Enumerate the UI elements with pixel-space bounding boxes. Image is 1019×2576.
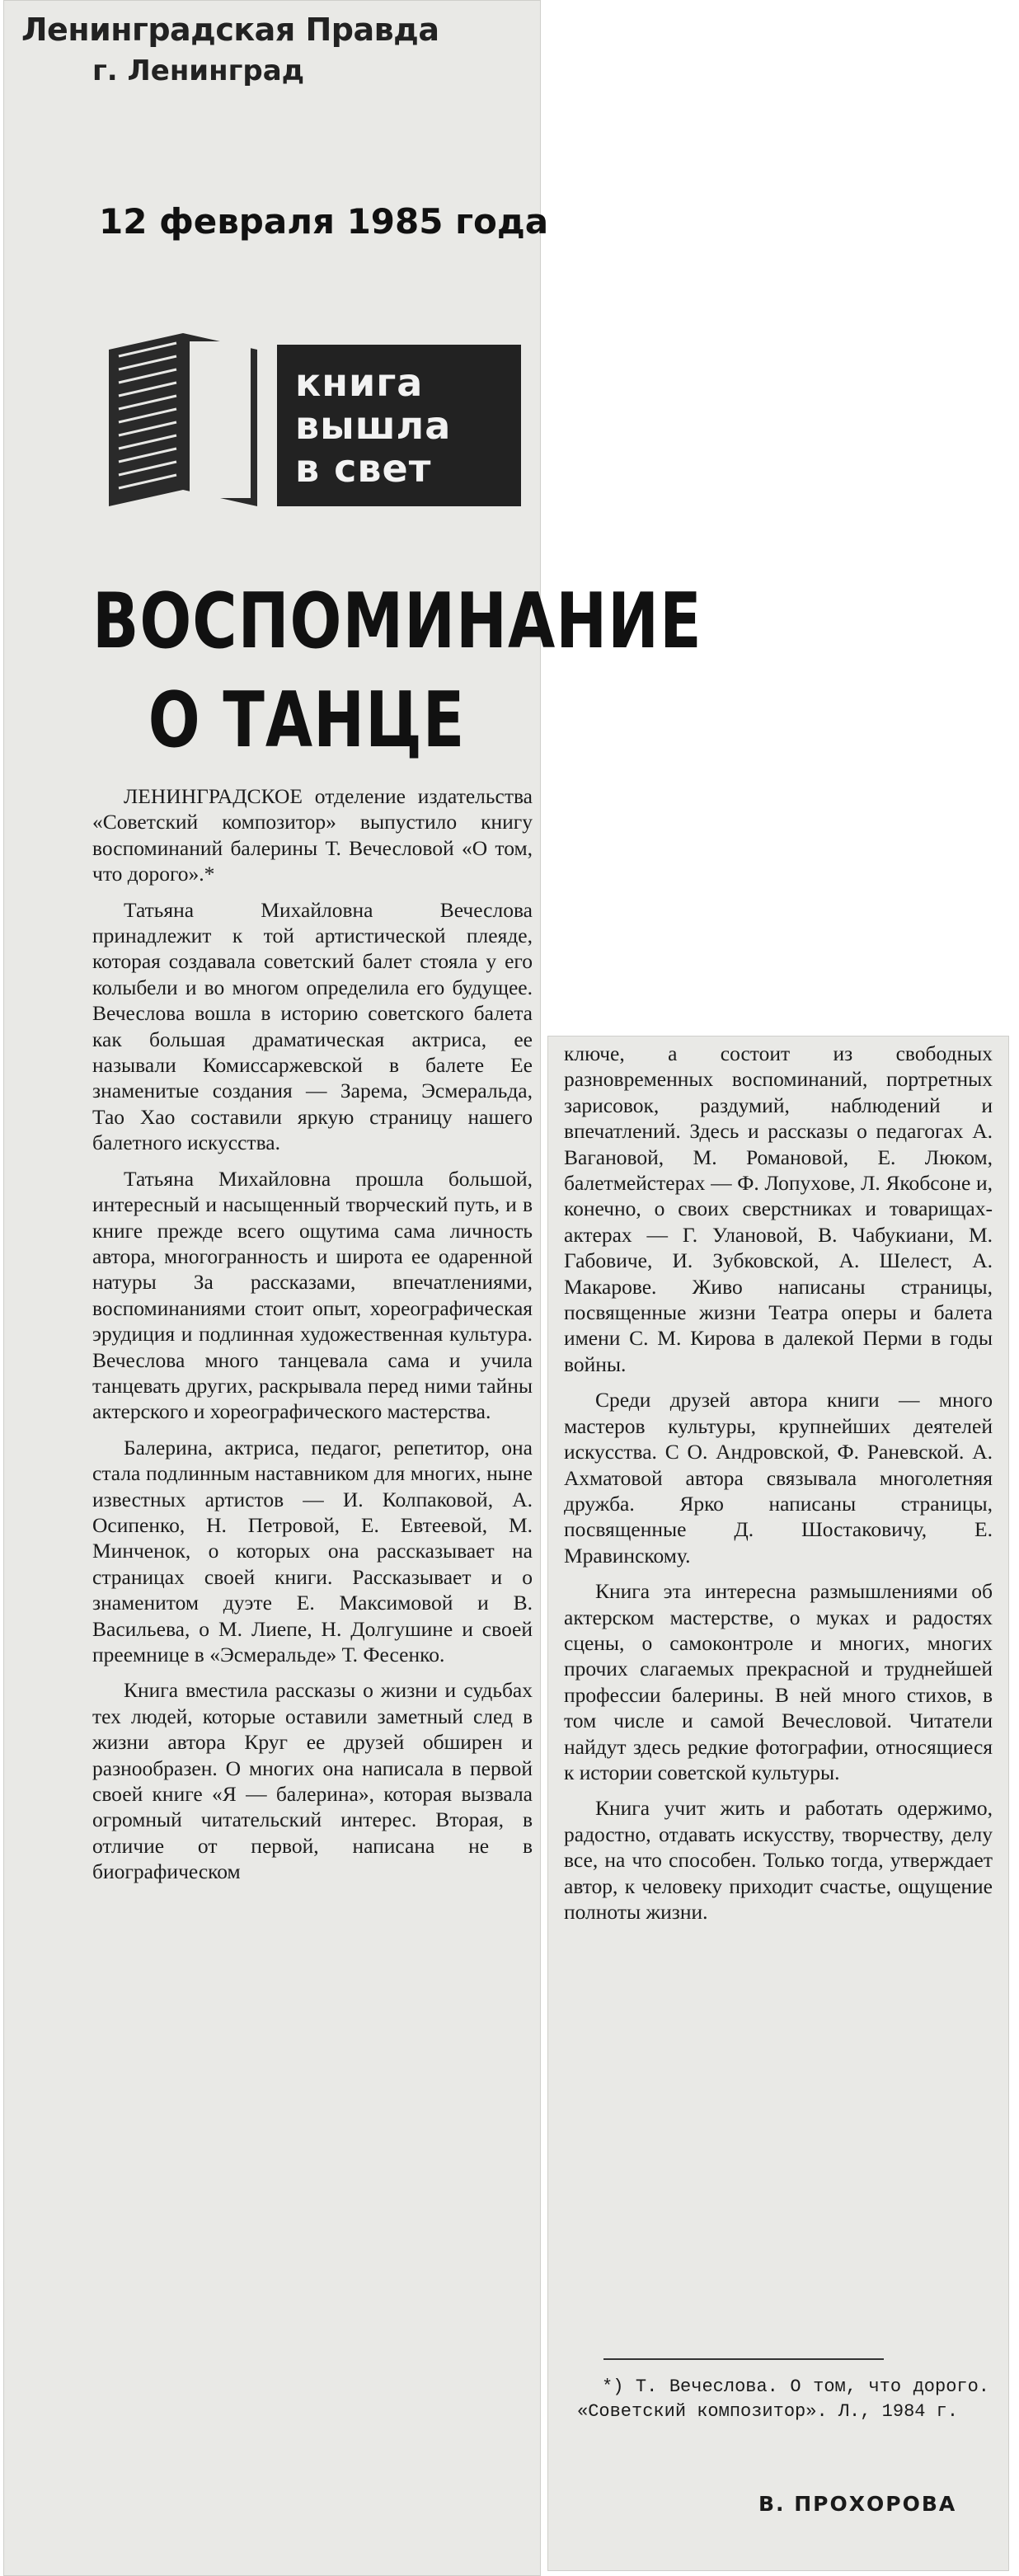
open-book-icon bbox=[101, 333, 265, 508]
rubric-line: в свет bbox=[295, 446, 432, 491]
paragraph: Книга учит жить и работать одержимо, радостно, отдавать искусству, творчеству, делу все, на что способен. Только тогда, утверждает автор, к человеку приходит счастье, ощущение полноты жизни. bbox=[564, 1796, 993, 1924]
paragraph: Татьяна Михайловна Вечеслова принадлежит к той артистической плеяде, которая создавала советский балет стояла у его колыбели и во многом определила его будущее. Вечеслова вошла в историю советского балета как большая драматическая актриса, ее называли Комиссаржевской в балете Ее знаменитые создания — Зарема, Эсмеральда, Тао Хао составили яркую страницу нашего балетного искусства. bbox=[92, 897, 533, 1155]
rubric-line: книга bbox=[295, 360, 424, 405]
paragraph: ключе, а состоит из свободных разновременных воспоминаний, портретных зарисовок, раздумий, наблюдений и впечатлений. Здесь и рассказы о педагогах А. Вагановой, М. Романовой, Е. Люком, балетмейстерах — Ф. Лопухове, Л. Якобсоне и, конечно, о своих сверстниках и товарищах-актерах — Г. Улановой, В. Чабукиани, М. Габовиче, И. Зубковской, А. Шелест, А. Макарове. Живо написаны страницы, посвященные жизни Театра оперы и балета имени С. М. Кирова в далекой Перми в годы войны. bbox=[564, 1041, 993, 1376]
issue-date: 12 февраля 1985 года bbox=[99, 201, 549, 242]
paragraph: Балерина, актриса, педагог, репетитор, она стала подлинным наставником для многих, ныне известных артистов — И. Колпаковой, А. Осипенко, Н. Петровой, Е. Евтеевой, М. Минченок, о которых она рассказывает на страницах своей книги. Рассказывает и о знаменитом дуэте Е. Максимовой и В. Васильева, о М. Лиепе, Н. Долгушине и своей преемнице в «Эсмеральде» Т. Фесенко. bbox=[92, 1435, 533, 1666]
paragraph: Книга эта интересна размышлениями об актерском мастерстве, о муках и радостях сцены, о самоконтроле и многих, многих прочих слагаемых прекрасной и труднейшей профессии балерины. В ней много стихов, в том числе и самой Вечесловой. Читатели найдут здесь редкие фотографии, относящиеся к истории советской культуры. bbox=[564, 1579, 993, 1784]
paragraph: ЛЕНИНГРАДСКОЕ отделение издательства «Советский композитор» выпустило книгу воспоминаний балерины Т. Вечесловой «О том, что дорого».* bbox=[92, 784, 533, 886]
author-signature: В. ПРОХОРОВА bbox=[758, 2492, 957, 2516]
rubric-line: вышла bbox=[295, 403, 452, 448]
footnote: *) Т. Вечеслова. О том, что дорого. «Советский композитор». Л., 1984 г. bbox=[577, 2376, 989, 2422]
article-column-right bbox=[564, 1041, 993, 1934]
footnote-divider bbox=[603, 2358, 884, 2360]
paragraph: Книга вместила рассказы о жизни и судьбах тех людей, которые оставили заметный след в жизни автора Круг ее друзей обширен и разнообразен. О многих она написала в первой своей книге «Я — балерина», которая вызвала огромный читательский интерес. Вторая, в отличие от первой, написана не в биографическом bbox=[92, 1678, 533, 1884]
newspaper-name: Ленинградская Правда bbox=[21, 12, 439, 48]
rubric-banner bbox=[277, 345, 521, 506]
paragraph: Татьяна Михайловна прошла большой, интересный и насыщенный творческий путь, и в книге прежде всего ощутима сама личность автора, многогранность и широта ее одаренной натуры За рассказами, впечатлениями, воспоминаниями стоит опыт, хореографическая эрудиция и подлинная художественная культура. Вечеслова много танцевала сама и учила танцевать других, раскрывала перед ними тайны актерского и хореографического мастерства. bbox=[92, 1166, 533, 1424]
newspaper-city: г. Ленинград bbox=[92, 54, 305, 87]
article-column-left bbox=[92, 783, 533, 1895]
paragraph: Среди друзей автора книги — много мастеров культуры, крупнейших деятелей искусства. С О. Андровской, Ф. Раневской. А. Ахматовой автора связывала многолетняя дружба. Ярко написаны страницы, посвященные Д. Шостаковичу, Е. Мравинскому. bbox=[564, 1388, 993, 1568]
headline-line-1: ВОСПОМИНАНИЕ bbox=[92, 577, 702, 666]
headline-line-2: О ТАНЦЕ bbox=[148, 676, 466, 765]
